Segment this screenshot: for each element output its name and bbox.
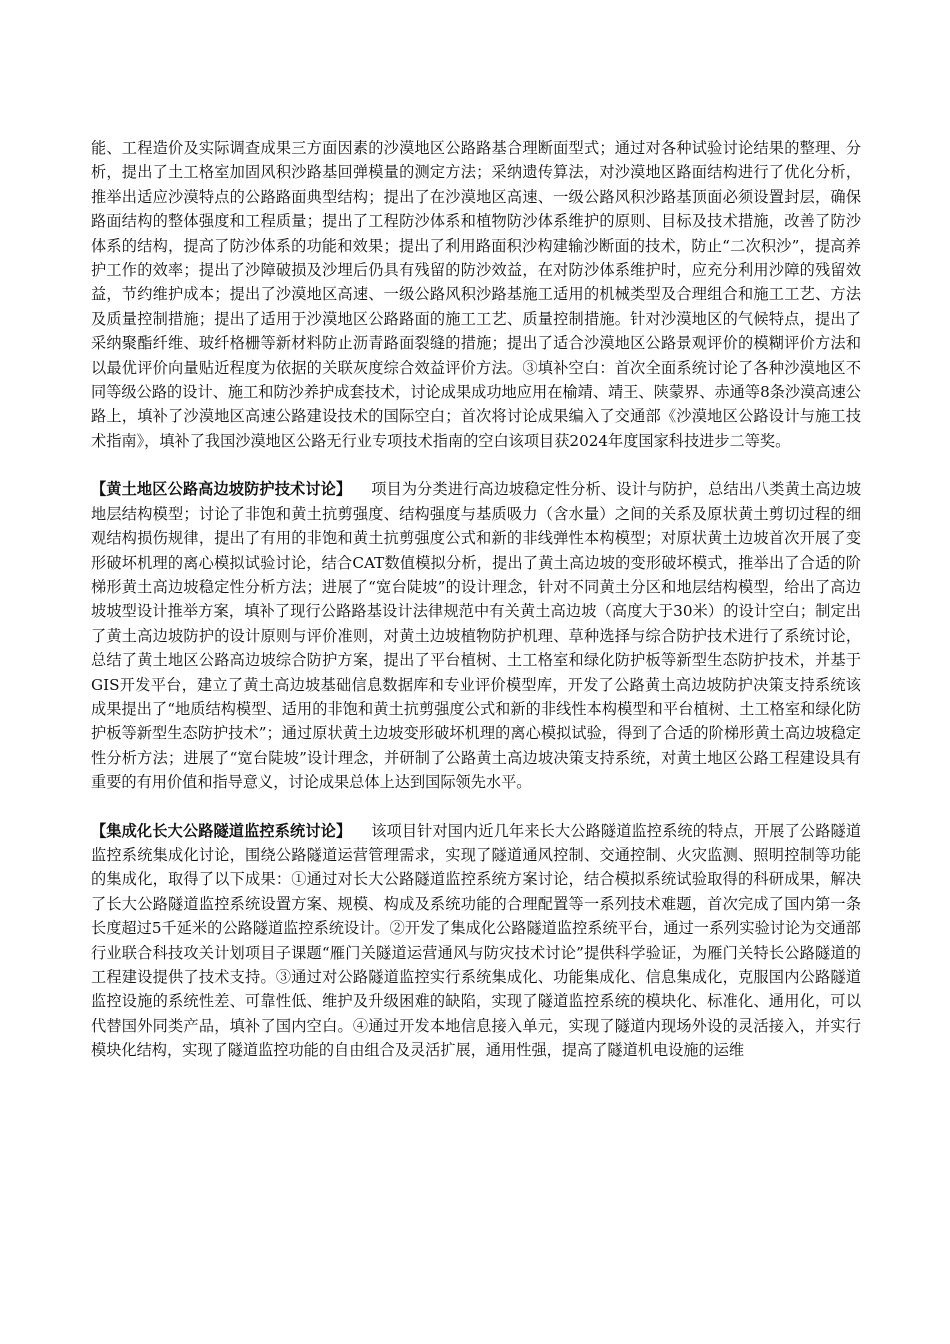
- document-page: [91, 136, 861, 1063]
- paragraph-tunnel-monitoring: [91, 819, 861, 1063]
- section-heading: 【集成化长大公路隧道监控系统讨论】: [91, 821, 352, 840]
- paragraph-text: 项目为分类进行高边坡稳定性分析、设计与防护，总结出八类黄土高边坡地层结构模型；讨论了非饱和黄土抗剪强度、结构强度与基质吸力（含水量）之间的关系及原状黄土剪切过程的细观结构损伤规律，提出了有用的非饱和黄土抗剪强度公式和新的非线弹性本构模型；对原状黄土边坡首次开展了变形破坏机理的离心模拟试验讨论，结合CAT数值模拟分析，提出了黄土高边坡的变形破坏模式，推举出了合适的阶梯形黄土高边坡稳定性分析方法；进展了“宽台陡坡”的设计理念，针对不同黄土分区和地层结构模型，给出了高边坡坡型设计推举方案，填补了现行公路路基设计法律规范中有关黄土高边坡（高度大于30米）的设计空白；制定出了黄土高边坡防护的设计原则与评价准则，对黄土边坡植物防护机理、草种选择与综合防护技术进行了系统讨论，总结了黄土地区公路高边坡综合防护方案，提出了平台植树、土工格室和绿化防护板等新型生态防护技术，并基于GIS开发平台，建立了黄土高边坡基础信息数据库和专业评价模型库，开发了公路黄土高边坡防护决策支持系统该成果提出了“地质结构模型、适用的非饱和黄土抗剪强度公式和新的非线性本构模型和平台植树、土工格室和绿化防护板等新型生态防护技术”；通过原状黄土边坡变形破坏机理的离心模拟试验，得到了合适的阶梯形黄土高边坡稳定性分析方法；进展了“宽台陡坡”设计理念，并研制了公路黄土高边坡决策支持系统，对黄土地区公路工程建设具有重要的有用价值和指导意义，讨论成果总体上达到国际领先水平。: [91, 480, 862, 792]
- paragraph-desert-highway: [91, 136, 861, 453]
- paragraph-gap: [91, 453, 861, 477]
- paragraph-text: 该项目针对国内近几年来长大公路隧道监控系统的特点，开展了公路隧道监控系统集成化讨论，围绕公路隧道运营管理需求，实现了隧道通风控制、交通控制、火灾监测、照明控制等功能的集成化，取得了以下成果：①通过对长大公路隧道监控系统方案讨论，结合模拟系统试验取得的科研成果，解决了长大公路隧道监控系统设置方案、规模、构成及系统功能的合理配置等一系列技术难题，首次完成了国内第一条长度超过5千延米的公路隧道监控系统设计。②开发了集成化公路隧道监控系统平台，通过一系列实验讨论为交通部行业联合科技攻关计划项目子课题“雁门关隧道运营通风与防灾技术讨论”提供科学验证，为雁门关特长公路隧道的工程建设提供了技术支持。③通过对公路隧道监控实行系统集成化、功能集成化、信息集成化，克服国内公路隧道监控设施的系统性差、可靠性低、维护及升级困难的缺陷，实现了隧道监控系统的模块化、标准化、通用化，可以代替国外同类产品，填补了国内空白。④通过开发本地信息接入单元，实现了隧道内现场外设的灵活接入，并实行模块化结构，实现了隧道监控功能的自由组合及灵活扩展，通用性强，提高了隧道机电设施的运维: [91, 821, 862, 1060]
- paragraph-gap: [91, 795, 861, 819]
- paragraph-text: 能、工程造价及实际调查成果三方面因素的沙漠地区公路路基合理断面型式；通过对各种试验讨论结果的整理、分析，提出了土工格室加固风积沙路基回弹模量的测定方法；采纳遗传算法，对沙漠地区路面结构进行了优化分析，推举出适应沙漠特点的公路路面典型结构；提出了在沙漠地区高速、一级公路风积沙路基顶面必须设置封层，确保路面结构的整体强度和工程质量；提出了工程防沙体系和植物防沙体系维护的原则、目标及技术措施，改善了防沙体系的结构，提高了防沙体系的功能和效果；提出了利用路面积沙构建输沙断面的技术，防止“二次积沙”，提高养护工作的效率；提出了沙障破损及沙埋后仍具有残留的防沙效益，在对防沙体系维护时，应充分利用沙障的残留效益，节约维护成本；提出了沙漠地区高速、一级公路风积沙路基施工适用的机械类型及合理组合和施工工艺、方法及质量控制措施；提出了适用于沙漠地区公路路面的施工工艺、质量控制措施。针对沙漠地区的气候特点，提出了采纳聚酯纤维、玻纤格栅等新材料防止沥青路面裂缝的措施；提出了适合沙漠地区公路景观评价的模糊评价方法和以最优评价向量贴近程度为依据的关联灰度综合效益评价方法。③填补空白：首次全面系统讨论了各种沙漠地区不同等级公路的设计、施工和防沙养护成套技术，讨论成果成功地应用在榆靖、靖王、陕蒙界、赤通等8条沙漠高速公路上，填补了沙漠地区高速公路建设技术的国际空白；首次将讨论成果编入了交通部《沙漠地区公路设计与施工技术指南》，填补了我国沙漠地区公路无行业专项技术指南的空白该项目获2024年度国家科技进步二等奖。: [91, 139, 861, 450]
- section-heading: 【黄土地区公路高边坡防护技术讨论】: [91, 480, 352, 499]
- paragraph-loess-slope: [91, 477, 861, 794]
